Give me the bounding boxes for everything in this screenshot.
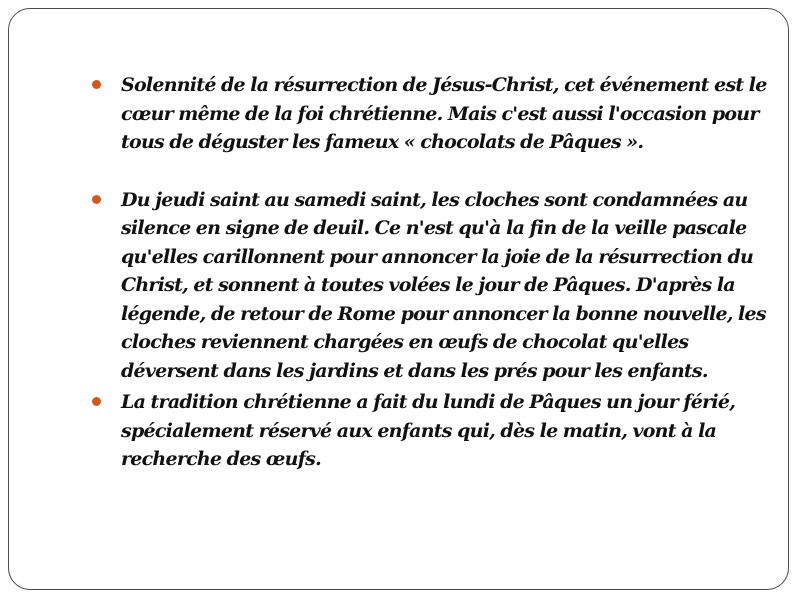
bullet-text: La tradition chrétienne a fait du lundi de Pâques un jour férié, spécialement réservé aux enfants qui, dès le matin, vont à la recherche des œufs. [121, 391, 736, 470]
slide-frame [8, 8, 789, 590]
bullet-list [92, 71, 772, 474]
bullet-dot-icon [92, 195, 101, 204]
bullet-dot-icon [92, 397, 101, 406]
bullet-dot-icon [92, 80, 101, 89]
bullet-text: Solennité de la résurrection de Jésus-Christ, cet événement est le cœur même de la foi chrétienne. Mais c'est aussi l'occasion pour tous de déguster les fameux « chocolats de Pâques ». [121, 74, 767, 153]
bullet-item-bells-legend [92, 186, 772, 386]
bullet-text: Du jeudi saint au samedi saint, les cloches sont condamnées au silence en signe de deuil. Ce n'est qu'à la fin de la veille pascale qu'elles carillonnent pour annoncer la joie de la résurrection du Christ, et sonnent à toutes volées le jour de Pâques. D'après la légende, de retour de Rome pour annoncer la bonne nouvelle, les cloches reviennent chargées en œufs de chocolat qu'elles déversent dans les jardins et dans les prés pour les enfants. [121, 188, 766, 382]
bullet-item-easter-monday [92, 388, 772, 474]
bullet-item-easter-solemnity [92, 71, 772, 157]
